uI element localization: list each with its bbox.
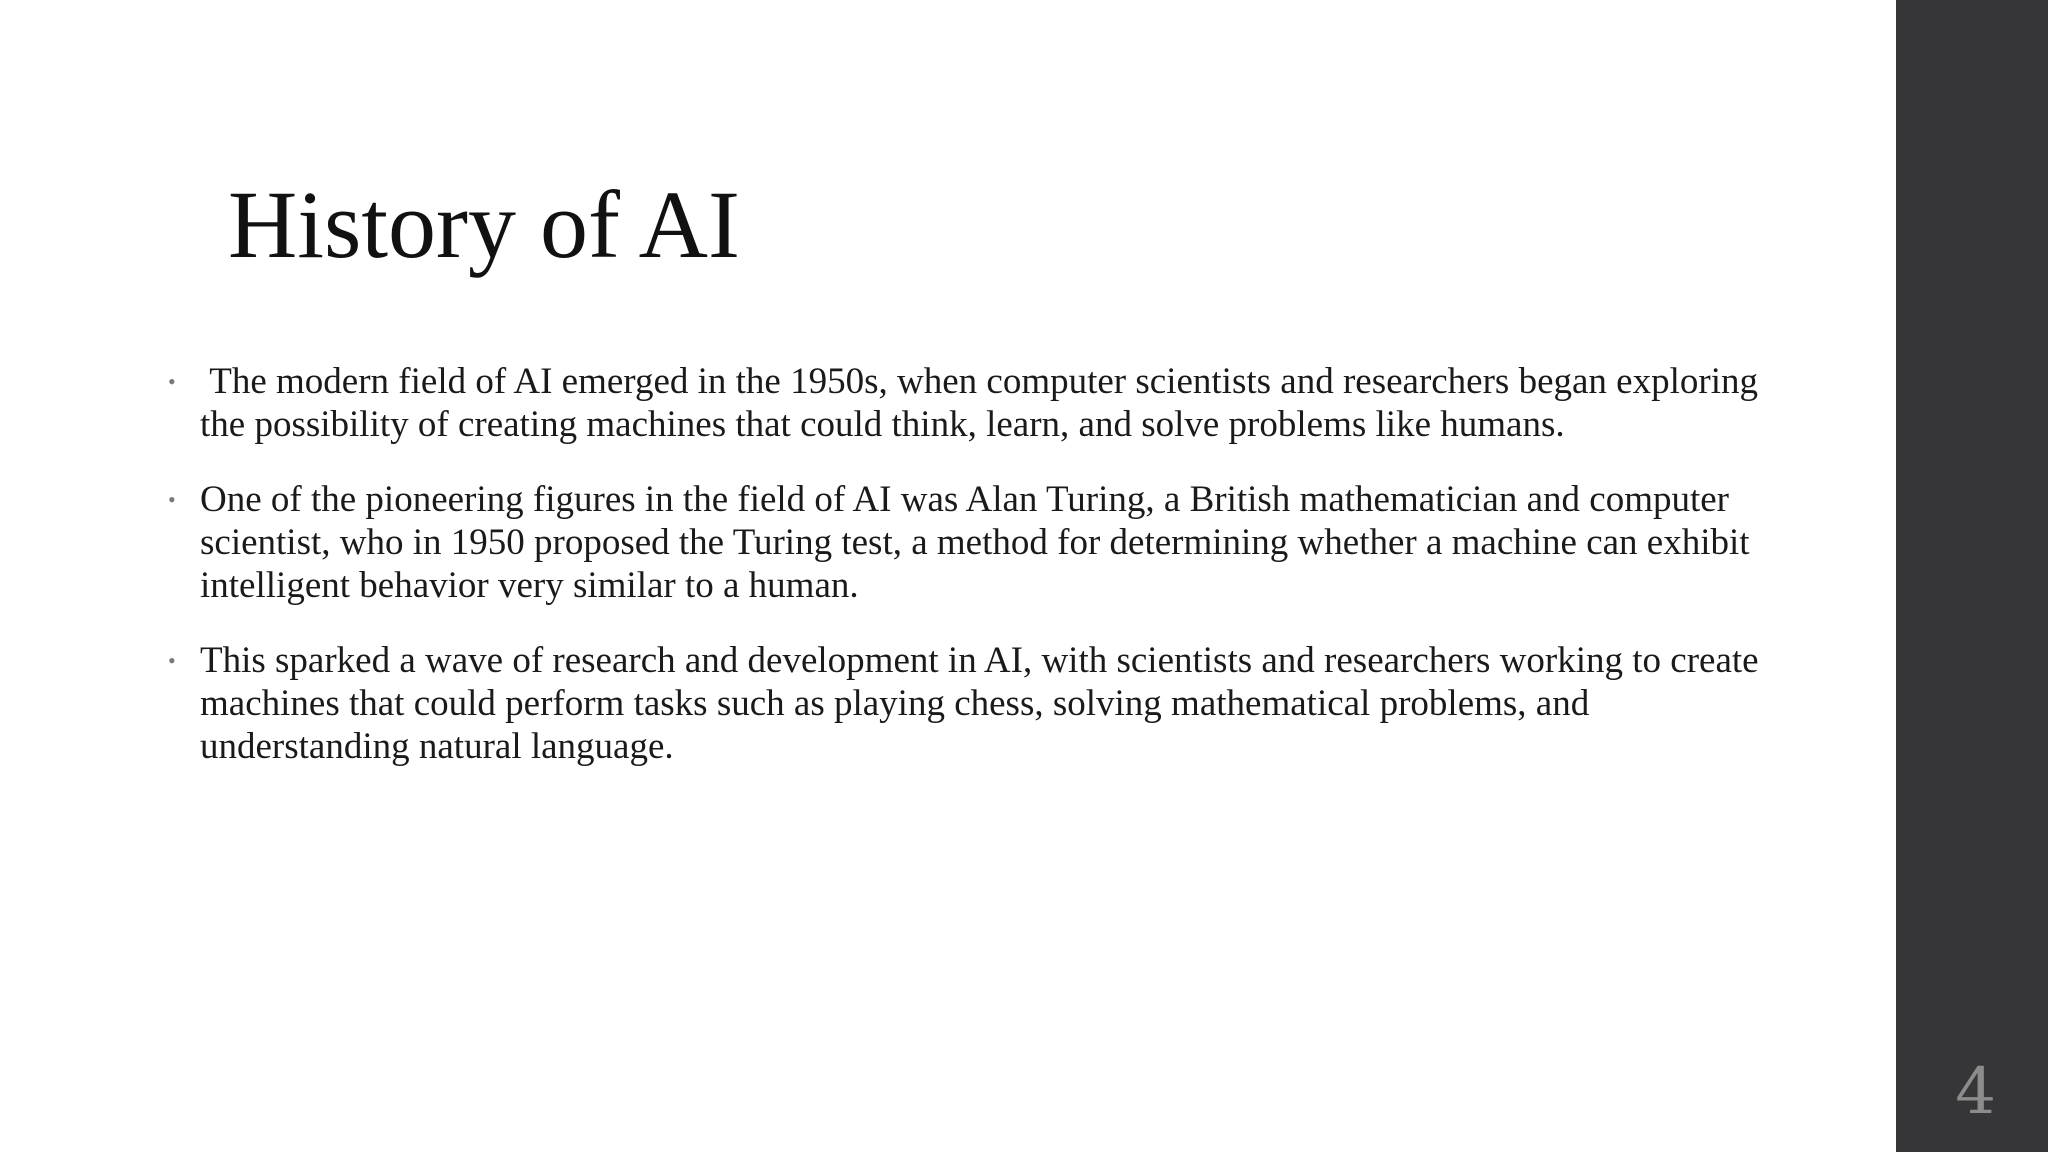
bullet-text: This sparked a wave of research and development in AI, with scientists and researchers working to create machines that could perform tasks such as playing chess, solving mathematical problems, and understanding natural language. bbox=[200, 640, 1759, 767]
side-bar bbox=[1896, 0, 2048, 1152]
bullet-text: One of the pioneering figures in the field of AI was Alan Turing, a British mathematician and computer scientist, who in 1950 proposed the Turing test, a method for determining whether a machine can exhibit intelligent behavior very similar to a human. bbox=[200, 479, 1750, 606]
slide-title: History of AI bbox=[228, 171, 740, 278]
bullet-icon: • bbox=[168, 487, 176, 512]
bullet-item bbox=[168, 639, 1808, 768]
bullet-icon: • bbox=[168, 648, 176, 673]
bullet-text: The modern field of AI emerged in the 1950s, when computer scientists and researchers began exploring the possibility of creating machines that could think, learn, and solve problems like humans. bbox=[200, 361, 1768, 445]
bullet-icon: • bbox=[168, 369, 176, 394]
bullet-item bbox=[168, 478, 1808, 607]
page-number: 4 bbox=[1955, 1055, 1996, 1129]
bullet-list bbox=[168, 360, 1808, 800]
bullet-item bbox=[168, 360, 1808, 446]
